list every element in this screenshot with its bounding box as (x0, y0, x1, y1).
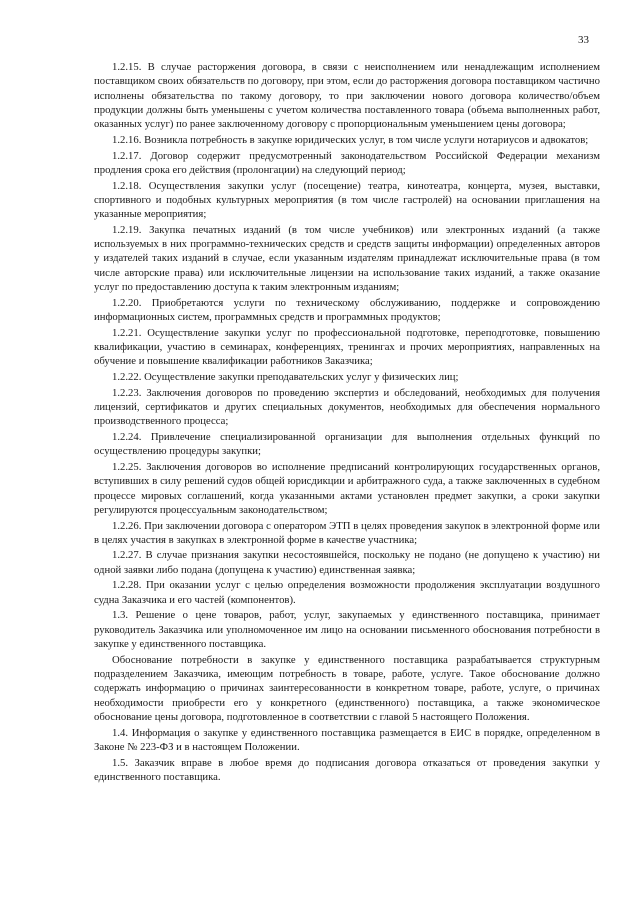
page-number: 33 (578, 34, 589, 46)
paragraph-1-2-19: 1.2.19. Закупка печатных изданий (в том числе учебников) или электронных изданий (а также используемых в них программно-технических средств и средств защиты информации) определенных авторов у издателей таких изданий в случае, если указанным издателям принадлежат исключительные права (в том числе авторские права) или исключительные лицензии на использование таких изданий, а также оказание услуг по предоставлению доступа к таким электронным изданиям; (94, 223, 600, 294)
document-body (94, 60, 600, 786)
paragraph-1-2-23: 1.2.23. Заключения договоров по проведению экспертиз и обследований, необходимых для получения лицензий, сертификатов и других специальных документов, необходимых для обеспечения нормального производственного процесса; (94, 386, 600, 428)
paragraph-1-2-16: 1.2.16. Возникла потребность в закупке юридических услуг, в том числе услуги нотариусов и адвокатов; (112, 133, 589, 146)
paragraph-1-2-21: 1.2.21. Осуществление закупки услуг по профессиональной подготовке, переподготовке, повышению квалификации, участию в семинарах, конференциях, тренингах и прочих мероприятиях, направленных на обучение и повышение квалификации работников Заказчика; (94, 326, 600, 368)
paragraph-1-2-18: 1.2.18. Осуществления закупки услуг (посещение) театра, кинотеатра, концерта, музея, выставки, спортивного и подобных культурных мероприятия (в том числе гастролей) на основании приглашения на указанные мероприятия; (94, 179, 600, 221)
paragraph-1-2-20: 1.2.20. Приобретаются услуги по техническому обслуживанию, поддержке и сопровождению информационных систем, программных средств и программных продуктов; (94, 296, 600, 323)
paragraph-1-4: 1.4. Информация о закупке у единственного поставщика размещается в ЕИС в порядке, определенном в Законе № 223-ФЗ и в настоящем Положении. (94, 726, 600, 753)
paragraph-1-5: 1.5. Заказчик вправе в любое время до подписания договора отказаться от проведения закупки у единственного поставщика. (94, 756, 600, 783)
paragraph-1-2-17: 1.2.17. Договор содержит предусмотренный законодательством Российской Федерации механизм продления срока его действия (пролонгации) на следующий период; (94, 149, 600, 176)
paragraph-1-2-26: 1.2.26. При заключении договора с оператором ЭТП в целях проведения закупок в электронной форме или в целях участия в закупках в электронной форме в качестве участника; (94, 519, 600, 546)
paragraph-1-2-25: 1.2.25. Заключения договоров во исполнение предписаний контролирующих государственных органов, вступивших в силу решений судов общей юрисдикции и арбитражного суда, а также заключенных в судебном процессе мировых соглашений, когда указанными актами установлен предмет закупки, а сроки закупки регулируются процессуальным законодательством; (94, 460, 600, 516)
paragraph-1-2-27: 1.2.27. В случае признания закупки несостоявшейся, поскольку не подано (не допущено к участию) ни одной заявки либо подана (допущена к участию) единственная заявка; (94, 549, 600, 576)
paragraph-1-2-24: 1.2.24. Привлечение специализированной организации для выполнения отдельных функций по осуществлению процедуры закупки; (94, 430, 600, 458)
paragraph-1-2-15: 1.2.15. В случае расторжения договора, в связи с неисполнением или ненадлежащим исполнением поставщиком своих обязательств по договору, при этом, если до расторжения договора поставщиком частично исполнены обязательства по такому договору, то при заключении нового договора количество/объем продукции должны быть уменьшены с учетом количества поставленного товара (объема выполненных работ, оказанных услуг) по ранее заключенному договору с пропорциональным уменьшением цены договора; (94, 61, 600, 131)
paragraph-1-3: 1.3. Решение о цене товаров, работ, услуг, закупаемых у единственного поставщика, принимает руководитель Заказчика или уполномоченное им лицо на основании письменного обоснования потребности в закупке у единственного поставщика. (94, 609, 600, 651)
paragraph-justification: Обоснование потребности в закупке у единственного поставщика разрабатывается структурным подразделением Заказчика, имеющим потребность в товаре, работе, услуге. Такое обоснование должно содержать информацию о причинах заинтересованности в конкретном товаре, работе, услуге, о причинах необходимости приобрести его у конкретного (единственного) поставщика, а также экономическое обоснование цены договора, подготовленное в соответствии с главой 5 настоящего Положения. (94, 653, 600, 723)
paragraph-1-2-22: 1.2.22. Осуществление закупки преподавательских услуг у физических лиц; (112, 370, 459, 383)
paragraph-1-2-28: 1.2.28. При оказании услуг с целью определения возможности продолжения эксплуатации воздушного судна Заказчика и его частей (компонентов). (94, 579, 600, 606)
